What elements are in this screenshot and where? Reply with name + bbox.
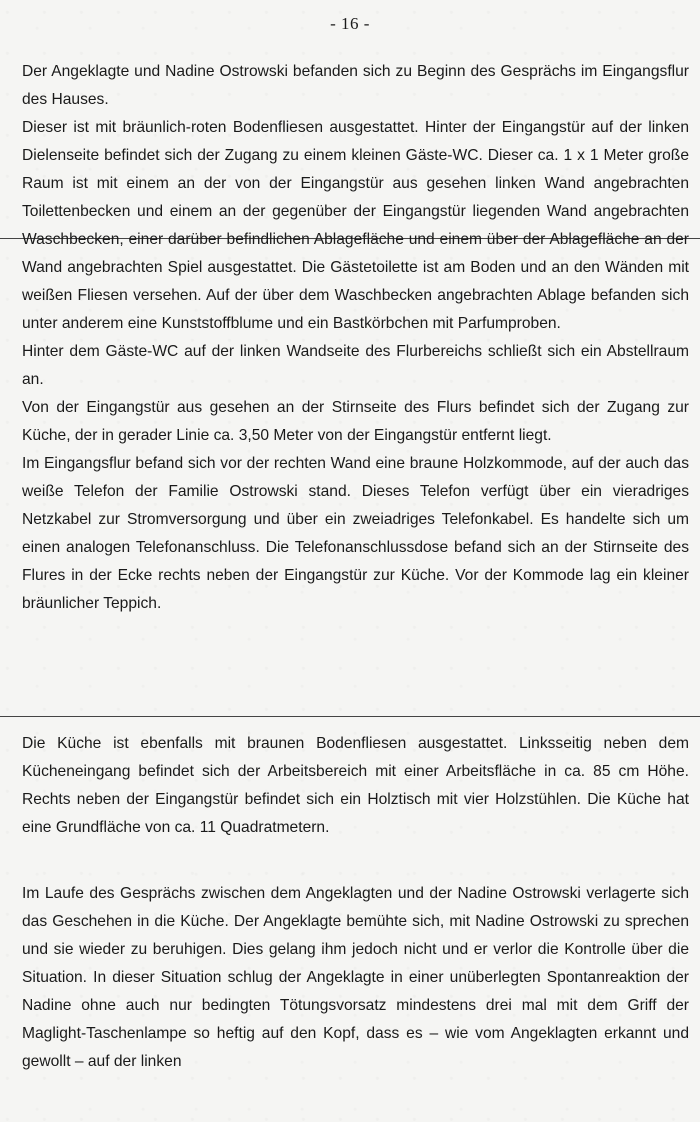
paragraph: Die Küche ist ebenfalls mit braunen Bodenfliesen ausgestattet. Linksseitig neben dem Kücheneingang befindet sich der Arbeitsbereich mit einer Arbeitsfläche in ca. 85 cm Höhe. Rechts neben der Eingangstür befindet sich ein Holztisch mit vier Holzstühlen. Die Küche hat eine Grundfläche von ca. 11 Quadratmetern. [22,735,689,836]
body-text-block [22,730,689,842]
paragraph: Von der Eingangstür aus gesehen an der Stirnseite des Flurs befindet sich der Zugang zur Küche, der in gerader Linie ca. 3,50 Meter von der Eingangstür entfernt liegt. [22,399,689,444]
body-text-block [22,880,689,1076]
paragraph: Im Eingangsflur befand sich vor der rechten Wand eine braune Holzkommode, auf der auch das weiße Telefon der Familie Ostrowski stand. Dieses Telefon verfügt über ein vieradriges Netzkabel zur Stromversorgung und über ein zweiadriges Telefonkabel. Es handelte sich um einen analogen Telefonanschluss. Die Telefonanschlussdose befand sich an der Stirnseite des Flures in der Ecke rechts neben der Eingangstür zur Küche. Vor der Kommode lag ein kleiner bräunlicher Teppich. [22,455,689,612]
paragraph: Dieser ist mit bräunlich-roten Bodenfliesen ausgestattet. Hinter der Eingangstür auf der linken Dielenseite befindet sich der Zugang zu einem kleinen Gäste-WC. Dieser ca. 1 x 1 Meter große Raum ist mit einem an der von der Eingangstür aus gesehen linken Wand angebrachten Toilettenbecken und einem an der gegenüber der Eingangstür liegenden Wand angebrachten Waschbecken, einer darüber befindlichen Ablagefläche und einem über der Ablagefläche an der Wand angebrachten Spiel ausgestattet. Die Gästetoilette ist am Boden und an den Wänden mit weißen Fliesen versehen. Auf der über dem Waschbecken angebrachten Ablage befanden sich unter anderem eine Kunststoffblume und ein Bastkörbchen mit Parfumproben. [22,119,689,332]
page-number: - 16 - [330,14,370,33]
paragraph: Im Laufe des Gesprächs zwischen dem Angeklagten und der Nadine Ostrowski verlagerte sich das Geschehen in die Küche. Der Angeklagte bemühte sich, mit Nadine Ostrowski zu sprechen und sie wieder zu beruhigen. Dies gelang ihm jedoch nicht und er verlor die Kontrolle über die Situation. In dieser Situation schlug der Angeklagte in einer unüberlegten Spontanreaktion der Nadine ohne auch nur bedingten Tötungsvorsatz mindestens drei mal mit dem Griff der Maglight-Taschenlampe so heftig auf den Kopf, dass es – wie vom Angeklagten erkannt und gewollt – auf der linken [22,885,689,1070]
paragraph: Hinter dem Gäste-WC auf der linken Wandseite des Flurbereichs schließt sich ein Abstellraum an. [22,343,689,388]
paragraph: Der Angeklagte und Nadine Ostrowski befanden sich zu Beginn des Gesprächs im Eingangsflur des Hauses. [22,63,689,108]
horizontal-rule [0,716,700,717]
body-text-block [22,58,689,618]
